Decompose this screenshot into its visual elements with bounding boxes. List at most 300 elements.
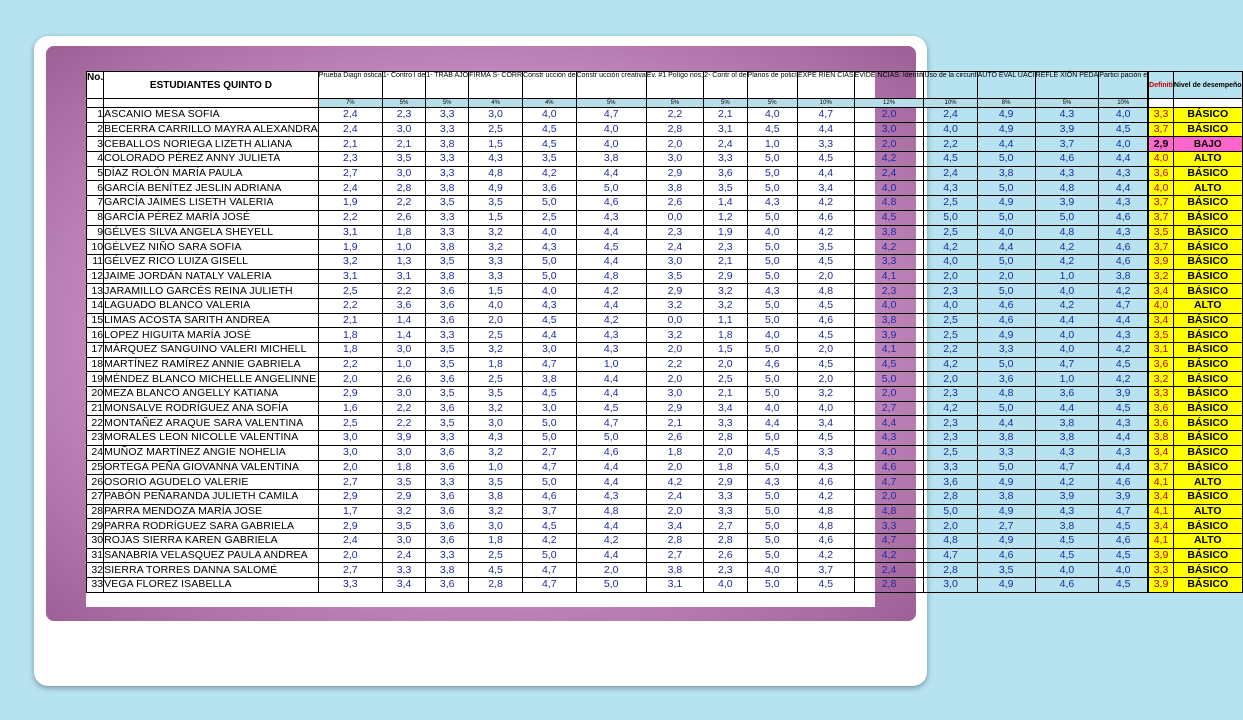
grade-cell: 4,1 [854,343,924,358]
row-number: 6 [87,181,104,196]
grade-cell: 4,4 [797,166,854,181]
table-row [87,240,1243,255]
definitiva-cell: 3,2 [1149,372,1174,387]
grade-cell: 4,0 [1035,343,1099,358]
definitiva-cell: 3,9 [1149,548,1174,563]
grade-cell: 5,0 [747,152,797,167]
grade-cell: 4,0 [747,401,797,416]
student-name: SIERRA TORRES DANNA SALOMÉ [104,563,319,578]
student-name: COLORADO PÉREZ ANNY JULIETA [104,152,319,167]
grade-cell: 3,5 [646,269,703,284]
grade-cell: 3,3 [469,254,523,269]
grade-cell: 3,0 [382,122,425,137]
student-name: MÁRQUEZ SANGUINO VALERI MICHELL [104,343,319,358]
grade-cell: 3,8 [523,372,577,387]
grade-cell: 3,3 [426,122,469,137]
grade-cell: 3,2 [469,401,523,416]
grade-cell: 3,2 [646,298,703,313]
grade-cell: 4,3 [797,460,854,475]
definitiva-cell: 4,0 [1149,181,1174,196]
grade-cell: 3,5 [382,519,425,534]
grade-cell: 3,6 [426,313,469,328]
grade-cell: 2,5 [924,445,977,460]
grade-cell: 4,4 [977,240,1035,255]
grade-cell: 4,3 [747,284,797,299]
grade-cell: 3,0 [382,533,425,548]
grade-cell: 3,3 [426,166,469,181]
header-col: Uso de la circunf [924,72,977,99]
grade-cell: 1,8 [704,328,747,343]
grade-cell: 2,4 [646,240,703,255]
nivel-badge: BÁSICO [1173,166,1242,181]
grade-cell: 2,3 [924,431,977,446]
grade-cell: 4,3 [469,152,523,167]
grade-cell: 4,0 [704,578,747,593]
table-row [87,504,1243,519]
grade-cell: 4,3 [1035,108,1099,123]
grade-cell: 1,2 [704,210,747,225]
grade-cell: 3,0 [646,387,703,402]
row-number: 9 [87,225,104,240]
grade-cell: 4,3 [747,196,797,211]
grade-cell: 4,4 [576,460,646,475]
nivel-badge: BÁSICO [1173,489,1242,504]
grade-cell: 5,0 [747,298,797,313]
grade-cell: 2,0 [646,137,703,152]
definitiva-cell: 3,6 [1149,357,1174,372]
grade-cell: 5,0 [747,181,797,196]
pct-cell: 8% [977,99,1035,108]
grade-cell: 4,4 [576,166,646,181]
definitiva-cell: 3,5 [1149,225,1174,240]
grade-cell: 3,5 [382,152,425,167]
nivel-badge: BÁSICO [1173,225,1242,240]
grade-cell: 3,2 [797,387,854,402]
grade-cell: 2,0 [646,504,703,519]
definitiva-cell: 3,3 [1149,387,1174,402]
row-number: 14 [87,298,104,313]
row-number: 20 [87,387,104,402]
row-number: 18 [87,357,104,372]
grade-cell: 5,0 [977,254,1035,269]
grade-cell: 2,8 [469,578,523,593]
grade-cell: 4,3 [576,328,646,343]
grade-cell: 4,7 [854,533,924,548]
grade-cell: 1,0 [382,240,425,255]
grade-cell: 4,4 [1099,431,1148,446]
grade-cell: 4,8 [1035,181,1099,196]
grade-cell: 3,2 [469,225,523,240]
grade-cell: 4,8 [854,504,924,519]
grade-cell: 4,8 [797,504,854,519]
grade-cell: 2,9 [646,401,703,416]
row-number: 24 [87,445,104,460]
grade-cell: 2,1 [704,387,747,402]
grade-cell: 4,2 [854,152,924,167]
grade-cell: 3,9 [854,328,924,343]
student-name: PARRA MENDOZA MARÍA JOSE [104,504,319,519]
student-name: CEBALLOS NORIEGA LIZETH ALIANA [104,137,319,152]
grade-cell: 4,0 [747,225,797,240]
grade-cell: 4,0 [1035,284,1099,299]
grade-cell: 2,4 [318,122,382,137]
grade-cell: 4,5 [797,328,854,343]
definitiva-cell: 3,7 [1149,210,1174,225]
grade-cell: 2,5 [469,122,523,137]
student-name: ASCANIO MESA SOFIA [104,108,319,123]
spreadsheet [86,71,1242,607]
grade-cell: 4,6 [797,475,854,490]
grade-cell: 2,0 [318,460,382,475]
grade-cell: 2,4 [854,166,924,181]
grade-cell: 4,9 [977,578,1035,593]
grade-cell: 2,2 [318,210,382,225]
grade-cell: 3,6 [426,504,469,519]
grade-cell: 2,2 [318,298,382,313]
grade-cell: 4,4 [977,137,1035,152]
definitiva-cell: 3,3 [1149,563,1174,578]
nivel-badge: ALTO [1173,298,1242,313]
grade-cell: 1,4 [382,328,425,343]
grade-cell: 4,5 [523,137,577,152]
grade-cell: 2,2 [646,357,703,372]
grade-cell: 4,5 [854,357,924,372]
grade-cell: 2,6 [704,548,747,563]
grade-cell: 4,3 [1035,166,1099,181]
row-number: 15 [87,313,104,328]
grade-cell: 4,0 [977,225,1035,240]
grade-cell: 2,9 [646,284,703,299]
grade-cell: 3,8 [854,225,924,240]
grade-cell: 2,8 [704,431,747,446]
nivel-badge: BÁSICO [1173,284,1242,299]
table-row [87,578,1243,593]
nivel-badge: BÁSICO [1173,210,1242,225]
grade-cell: 4,7 [797,108,854,123]
grade-cell: 2,9 [646,166,703,181]
grade-cell: 3,0 [382,387,425,402]
grade-cell: 3,1 [318,225,382,240]
definitiva-cell: 3,2 [1149,269,1174,284]
grade-cell: 4,7 [1035,460,1099,475]
grade-cell: 4,9 [977,122,1035,137]
grade-cell: 3,8 [469,489,523,504]
grade-cell: 1,8 [382,460,425,475]
grade-cell: 3,7 [797,563,854,578]
nivel-badge: BÁSICO [1173,269,1242,284]
grade-cell: 1,0 [747,137,797,152]
header-col: Prueba Diagn óstica [318,72,382,99]
grade-cell: 4,6 [797,210,854,225]
grade-cell: 5,0 [523,475,577,490]
grade-cell: 2,4 [646,489,703,504]
grade-cell: 3,3 [704,152,747,167]
student-name: ROJAS SIERRA KAREN GABRIELA [104,533,319,548]
grade-cell: 2,8 [924,563,977,578]
row-number: 21 [87,401,104,416]
row-number: 7 [87,196,104,211]
grade-cell: 5,0 [747,269,797,284]
grade-cell: 2,2 [318,357,382,372]
grade-cell: 4,5 [469,563,523,578]
student-name: MONTAÑEZ ARAQUE SARA VALENTINA [104,416,319,431]
grade-cell: 4,5 [797,357,854,372]
grade-cell: 1,8 [646,445,703,460]
student-name: MÉNDEZ BLANCO MICHELLE ANGELINNE [104,372,319,387]
student-name: GARCÍA PÉREZ MARÍA JOSÉ [104,210,319,225]
grade-cell: 4,4 [576,372,646,387]
grade-cell: 4,2 [576,533,646,548]
grade-cell: 4,2 [797,196,854,211]
grade-cell: 5,0 [924,210,977,225]
grade-cell: 5,0 [1035,210,1099,225]
grade-cell: 3,5 [382,475,425,490]
grade-cell: 3,9 [1035,196,1099,211]
grade-cell: 3,6 [426,298,469,313]
definitiva-cell: 3,4 [1149,284,1174,299]
grade-cell: 3,0 [469,519,523,534]
grade-cell: 4,5 [523,387,577,402]
table-row [87,460,1243,475]
grade-cell: 2,8 [854,578,924,593]
table-row [87,152,1243,167]
grade-cell: 5,0 [977,357,1035,372]
grade-cell: 2,7 [523,445,577,460]
definitiva-cell: 4,0 [1149,152,1174,167]
pct-cell: 5% [646,99,703,108]
grade-cell: 4,5 [1099,122,1148,137]
student-name: MORALES LEON NICOLLE VALENTINA [104,431,319,446]
grade-cell: 0,0 [646,313,703,328]
grade-cell: 4,3 [1099,416,1148,431]
nivel-badge: ALTO [1173,152,1242,167]
grade-cell: 3,2 [469,445,523,460]
table-row [87,372,1243,387]
table-row [87,489,1243,504]
grade-cell: 4,6 [797,313,854,328]
grade-cell: 3,5 [426,254,469,269]
grade-cell: 3,8 [977,166,1035,181]
header-row [87,72,1243,99]
grade-cell: 4,2 [523,166,577,181]
grade-cell: 4,5 [1099,548,1148,563]
grade-cell: 3,0 [469,416,523,431]
grade-cell: 5,0 [576,181,646,196]
pct-cell: 5% [426,99,469,108]
grade-cell: 2,5 [469,372,523,387]
grade-cell: 2,7 [977,519,1035,534]
grade-cell: 4,6 [1035,578,1099,593]
grade-cell: 5,0 [747,210,797,225]
grade-cell: 2,1 [646,416,703,431]
grade-cell: 4,4 [797,122,854,137]
grade-cell: 4,2 [1035,475,1099,490]
row-number: 4 [87,152,104,167]
grade-cell: 4,5 [797,298,854,313]
row-number: 29 [87,519,104,534]
header-col: Constr ucción creativa [576,72,646,99]
grade-cell: 4,0 [924,298,977,313]
header-definitiva: Definiti [1149,72,1174,99]
nivel-badge: BÁSICO [1173,563,1242,578]
grade-cell: 4,2 [797,489,854,504]
grade-cell: 4,3 [576,210,646,225]
grade-cell: 5,0 [747,254,797,269]
definitiva-cell: 3,8 [1149,431,1174,446]
grade-cell: 3,1 [382,269,425,284]
grade-cell: 2,0 [704,357,747,372]
student-name: GÉLVES SILVA ANGELA SHEYELL [104,225,319,240]
grade-cell: 4,0 [469,298,523,313]
grade-cell: 3,9 [1035,489,1099,504]
grade-cell: 5,0 [747,343,797,358]
grade-cell: 1,5 [469,210,523,225]
grade-cell: 2,2 [646,108,703,123]
student-name: MONSALVE RODRÍGUEZ ANA SOFÍA [104,401,319,416]
grade-cell: 4,3 [523,298,577,313]
grade-cell: 3,0 [646,254,703,269]
table-row [87,108,1243,123]
table-row [87,254,1243,269]
grade-cell: 4,3 [1035,445,1099,460]
table-row [87,298,1243,313]
grade-cell: 2,4 [318,533,382,548]
table-row [87,313,1243,328]
grade-cell: 2,4 [318,181,382,196]
grade-cell: 2,6 [382,210,425,225]
grade-cell: 4,4 [1035,313,1099,328]
grade-cell: 3,6 [426,445,469,460]
grade-cell: 4,1 [854,269,924,284]
grade-cell: 4,6 [1035,152,1099,167]
grade-cell: 5,0 [747,519,797,534]
grade-cell: 2,7 [704,519,747,534]
row-number: 2 [87,122,104,137]
grade-cell: 2,2 [382,284,425,299]
grade-cell: 3,1 [318,269,382,284]
grade-cell: 4,3 [469,431,523,446]
student-name: GÉLVEZ RICO LUIZA GISELL [104,254,319,269]
header-col: REFLE XIÓN PEDA [1035,72,1099,99]
grade-cell: 3,2 [469,504,523,519]
grade-cell: 3,0 [646,152,703,167]
grade-cell: 4,9 [977,108,1035,123]
table-row [87,181,1243,196]
definitiva-cell: 3,4 [1149,489,1174,504]
grade-cell: 4,5 [1099,519,1148,534]
grade-cell: 4,0 [523,284,577,299]
grade-cell: 4,3 [576,343,646,358]
grade-cell: 2,0 [854,387,924,402]
student-name: OSORIO AGUDELO VALERIE [104,475,319,490]
grade-cell: 2,5 [924,313,977,328]
grade-cell: 2,9 [704,269,747,284]
pct-cell: 5% [704,99,747,108]
header-students: ESTUDIANTES QUINTO D [104,72,319,99]
definitiva-cell: 3,3 [1149,108,1174,123]
grade-cell: 2,3 [924,416,977,431]
student-name: PARRA RODRÍGUEZ SARA GABRIELA [104,519,319,534]
table-row [87,328,1243,343]
grade-cell: 4,6 [977,298,1035,313]
table-row [87,416,1243,431]
nivel-badge: BÁSICO [1173,416,1242,431]
grade-cell: 4,2 [1099,372,1148,387]
grade-cell: 2,5 [924,225,977,240]
row-number: 16 [87,328,104,343]
definitiva-cell: 3,7 [1149,196,1174,211]
grade-cell: 4,8 [469,166,523,181]
grade-cell: 1,0 [469,460,523,475]
definitiva-cell: 3,6 [1149,166,1174,181]
grade-cell: 4,2 [576,284,646,299]
grade-cell: 3,3 [469,269,523,284]
grade-cell: 4,0 [576,122,646,137]
grade-cell: 2,1 [318,313,382,328]
grade-cell: 4,4 [1099,460,1148,475]
grade-cell: 3,6 [426,372,469,387]
grade-cell: 3,6 [426,401,469,416]
grade-cell: 3,5 [426,196,469,211]
grade-cell: 2,0 [318,548,382,563]
student-name: LOPEZ HIGUITA MARÍA JOSÉ [104,328,319,343]
student-name: MUÑOZ MARTÍNEZ ANGIE NOHELIA [104,445,319,460]
grade-cell: 4,0 [1099,108,1148,123]
table-row [87,269,1243,284]
grade-cell: 5,0 [977,460,1035,475]
grade-cell: 5,0 [747,489,797,504]
grade-cell: 2,0 [854,489,924,504]
grade-cell: 4,4 [576,298,646,313]
grade-cell: 5,0 [576,431,646,446]
grade-cell: 4,6 [523,489,577,504]
grade-cell: 4,5 [854,210,924,225]
grade-cell: 4,0 [747,563,797,578]
definitiva-cell: 3,7 [1149,240,1174,255]
grade-cell: 4,6 [1099,210,1148,225]
nivel-badge: BÁSICO [1173,519,1242,534]
grade-cell: 4,0 [797,401,854,416]
grade-cell: 5,0 [924,504,977,519]
row-number: 3 [87,137,104,152]
grade-cell: 2,2 [382,416,425,431]
nivel-badge: BÁSICO [1173,387,1242,402]
table-row [87,445,1243,460]
grade-cell: 3,6 [382,298,425,313]
grade-cell: 4,2 [646,475,703,490]
grade-cell: 1,4 [704,196,747,211]
pct-cell: 4% [523,99,577,108]
nivel-badge: BÁSICO [1173,431,1242,446]
grade-cell: 3,8 [977,431,1035,446]
grade-cell: 4,5 [1099,401,1148,416]
grade-cell: 3,8 [426,563,469,578]
grade-cell: 3,2 [704,298,747,313]
grade-cell: 2,0 [854,137,924,152]
grade-cell: 4,0 [1099,563,1148,578]
grade-cell: 5,0 [747,578,797,593]
student-name: MEZA BLANCO ANGELLY KATIANA [104,387,319,402]
grade-cell: 2,4 [924,108,977,123]
header-col: EXPE RIEN CIAS [797,72,854,99]
grade-cell: 1,1 [704,313,747,328]
grade-cell: 4,2 [924,357,977,372]
grade-cell: 3,3 [854,254,924,269]
grade-cell: 1,5 [469,137,523,152]
grade-cell: 2,3 [382,108,425,123]
grade-cell: 4,9 [977,328,1035,343]
grade-cell: 4,4 [747,416,797,431]
